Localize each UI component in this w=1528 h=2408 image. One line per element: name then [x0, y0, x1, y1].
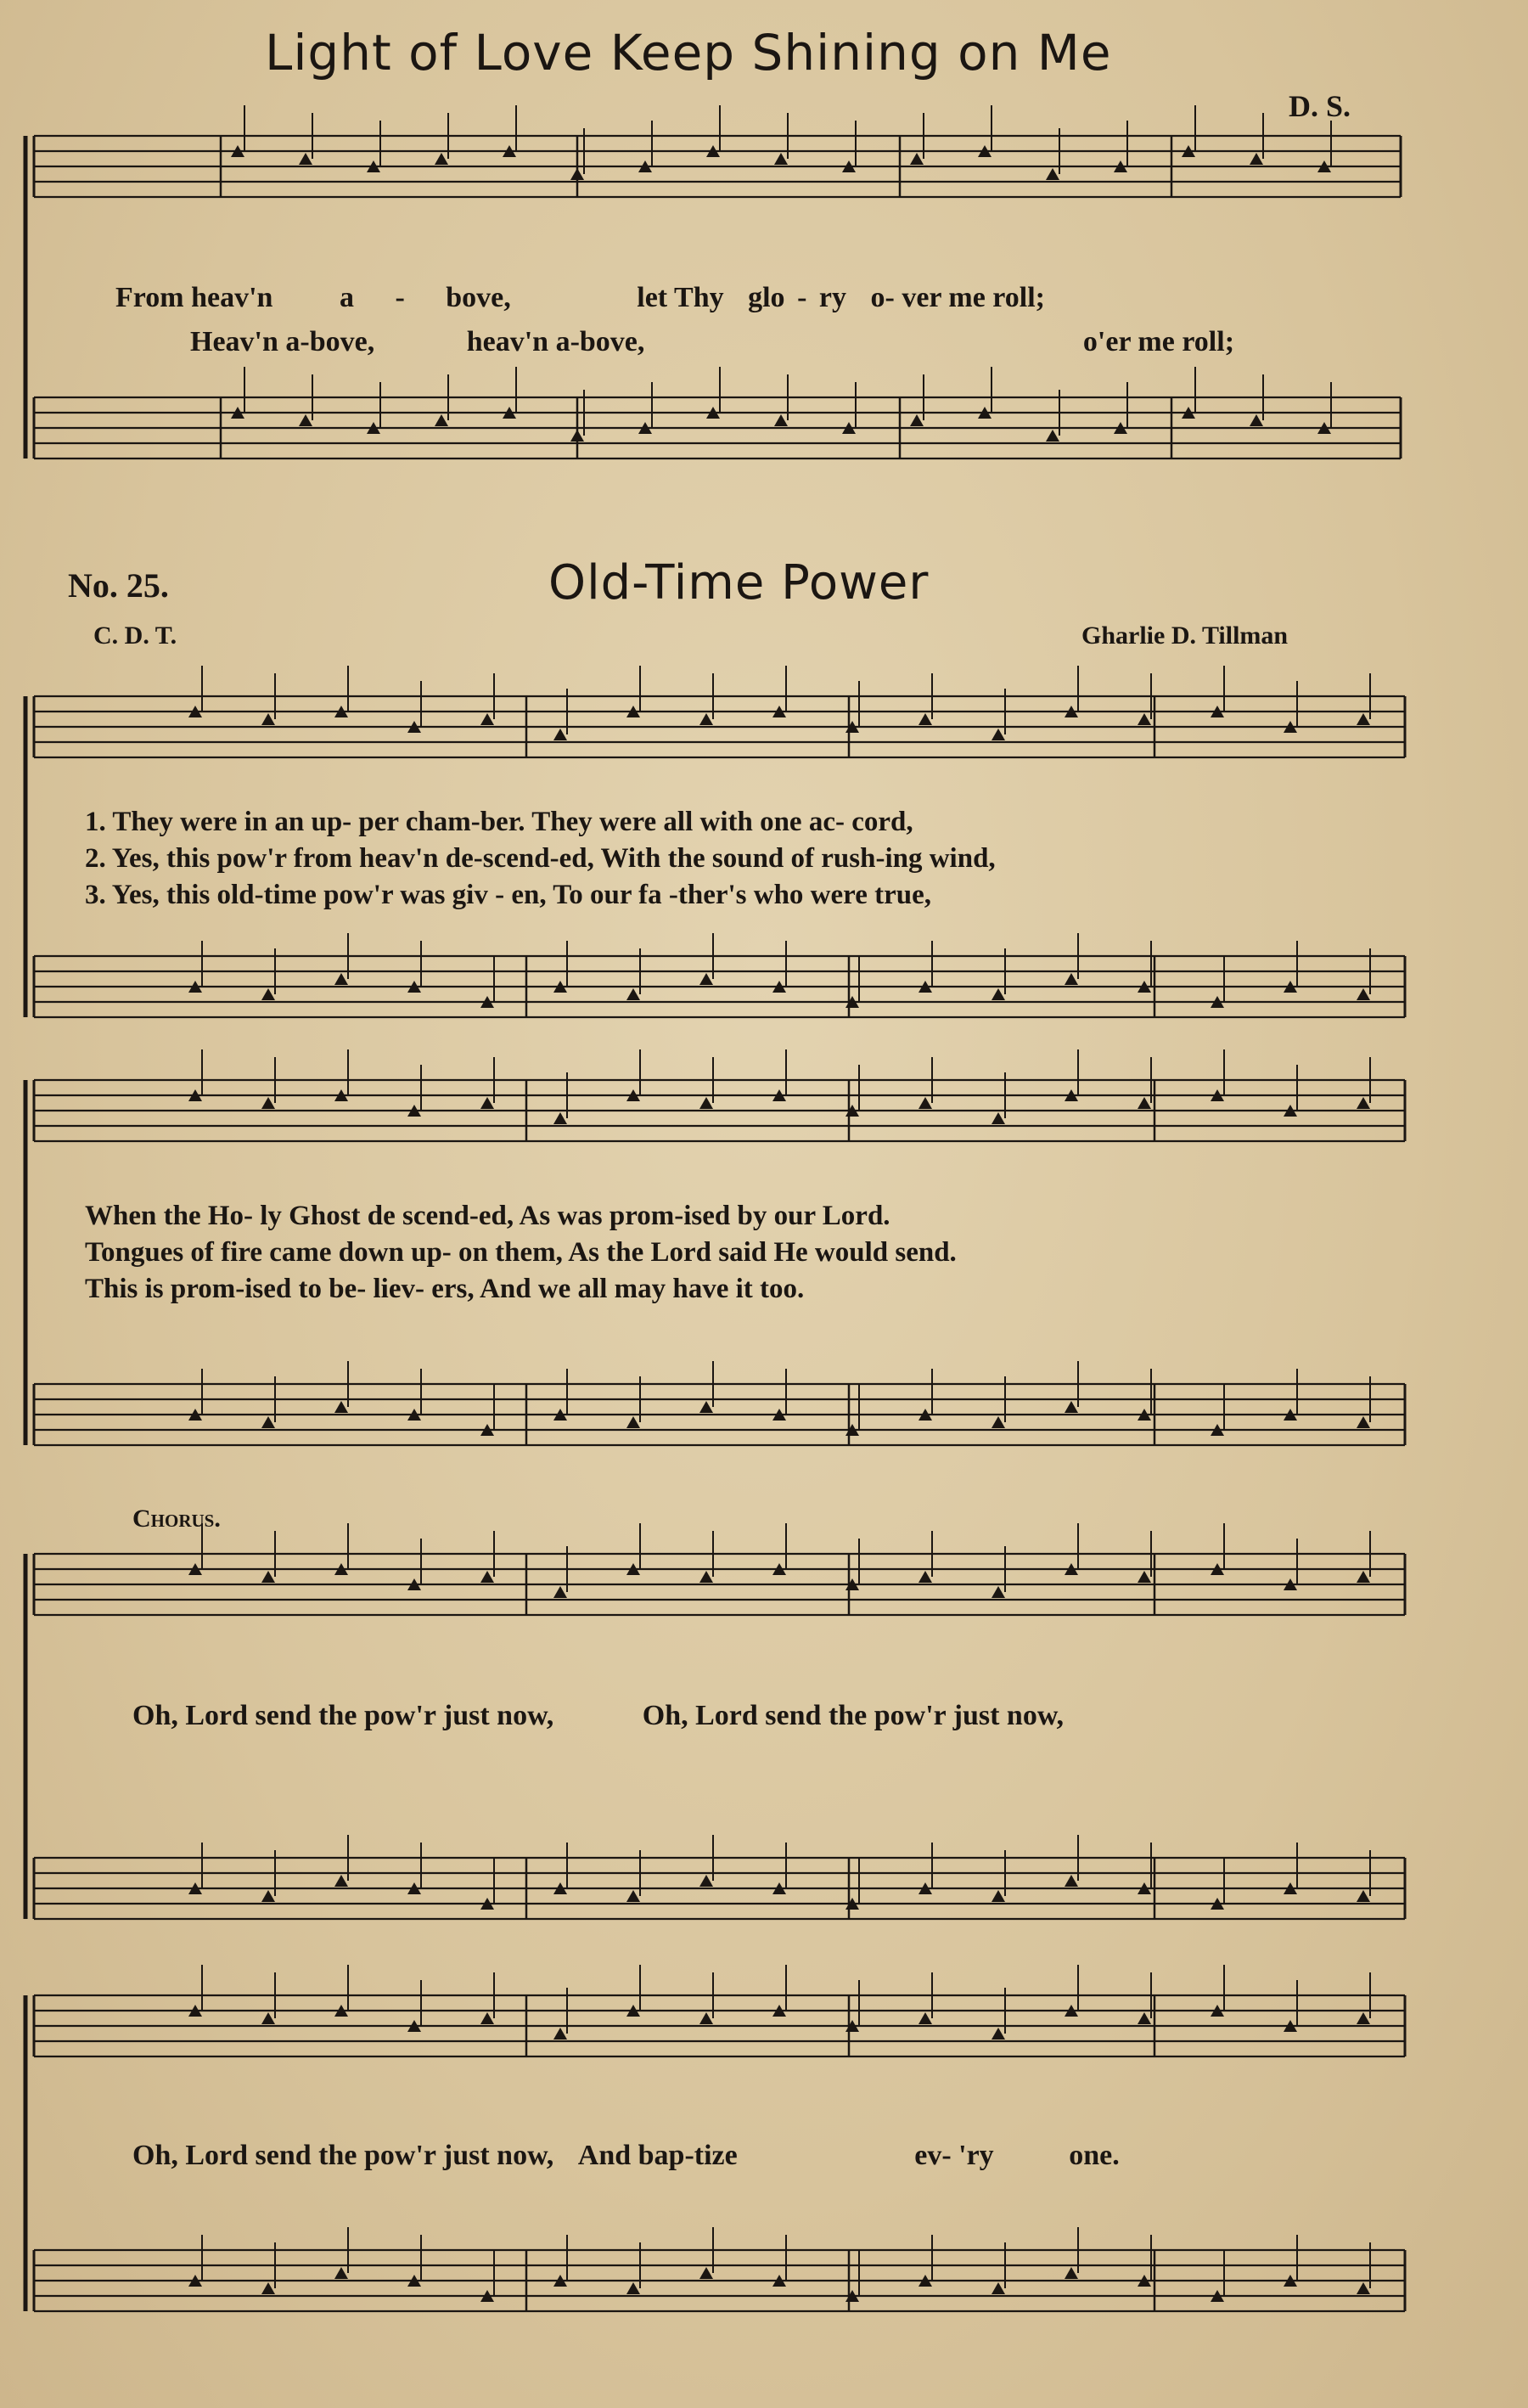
sys3-bass-note: [1065, 1875, 1078, 1887]
sys3-bass-note: [626, 1890, 640, 1902]
sys1-treble-note: [699, 713, 713, 725]
sys2-treble-note: [480, 1097, 494, 1109]
sys1-treble-note: [261, 713, 275, 725]
sys1-treble-note: [1357, 713, 1370, 725]
verse-a-2: 2. Yes, this pow'r from heav'n de-scend-ed, With the sound of rush-ing wind,: [85, 843, 996, 874]
top-bass-note: [1046, 430, 1059, 442]
top-treble-note: [299, 153, 312, 165]
sys3-bass-note: [334, 1875, 348, 1887]
sys1-bass-note: [261, 988, 275, 1000]
chorus-lyric-2: Oh, Lord send the pow'r just now, And bap-tize ev- 'ry one.: [132, 2140, 1120, 2171]
sys3-treble-note: [480, 1571, 494, 1583]
sys1-treble-note: [992, 729, 1005, 740]
sys3-treble-note: [1357, 1571, 1370, 1583]
top-lyric-1: From heav'n a - bove, let Thy glo - ry o- ver me roll;: [115, 282, 1045, 313]
top-bass-note: [1250, 414, 1263, 426]
sys2-bass-note: [992, 1416, 1005, 1428]
sys1-treble-note: [553, 729, 567, 740]
hymn-number: No. 25.: [68, 566, 169, 605]
sys3-bass-note: [1357, 1890, 1370, 1902]
sys4-bass-note: [261, 2282, 275, 2294]
sys2-bass-note: [334, 1401, 348, 1413]
top-bass-note: [774, 414, 788, 426]
sys3-treble-note: [992, 1586, 1005, 1598]
top-treble-note: [1046, 168, 1059, 180]
top-bass-note: [299, 414, 312, 426]
verse-a-1: 1. They were in an up- per cham-ber. They were all with one ac- cord,: [85, 807, 913, 837]
sys4-treble-note: [1138, 2012, 1151, 2024]
sys4-treble-note: [1357, 2012, 1370, 2024]
sys4-bass-note: [699, 2267, 713, 2279]
sys4-bass-note: [626, 2282, 640, 2294]
top-bass-note: [570, 430, 584, 442]
sys1-treble-note: [480, 713, 494, 725]
sys3-treble-note: [918, 1571, 932, 1583]
top-treble-note: [910, 153, 924, 165]
sys2-treble-note: [992, 1112, 1005, 1124]
sys4-bass-note: [992, 2282, 1005, 2294]
sys2-treble-note: [1138, 1097, 1151, 1109]
sys2-treble-note: [1357, 1097, 1370, 1109]
chorus-lyric-1: Oh, Lord send the pow'r just now, Oh, Lord send the pow'r just now,: [132, 1700, 1065, 1731]
ds-mark: D. S.: [1289, 89, 1351, 123]
sys1-bass-note: [992, 988, 1005, 1000]
sys4-bass-note: [1357, 2282, 1370, 2294]
top-lyric-2: Heav'n a-bove, heav'n a-bove, o'er me roll;: [190, 326, 1235, 357]
verse-b-2: Tongues of fire came down up- on them, As the Lord said He would send.: [85, 1237, 957, 1268]
sys1-bass-note: [626, 988, 640, 1000]
sys2-treble-note: [918, 1097, 932, 1109]
top-hymn-title: Light of Love Keep Shining on Me: [265, 24, 1112, 82]
sys4-treble-note: [918, 2012, 932, 2024]
top-treble-note: [435, 153, 448, 165]
sys1-bass-note: [699, 973, 713, 985]
sys1-treble-note: [1138, 713, 1151, 725]
sys3-treble-note: [1138, 1571, 1151, 1583]
hymn-author: C. D. T.: [93, 622, 177, 650]
sys2-treble-note: [553, 1112, 567, 1124]
sys4-treble-note: [553, 2028, 567, 2039]
verse-a-3: 3. Yes, this old-time pow'r was giv - en, To our fa -ther's who were true,: [85, 880, 931, 910]
chorus-label: Chorus.: [132, 1505, 221, 1533]
top-treble-note: [774, 153, 788, 165]
hymn-composer: Gharlie D. Tillman: [1081, 622, 1289, 650]
sys2-treble-note: [261, 1097, 275, 1109]
top-treble-note: [570, 168, 584, 180]
sys2-bass-note: [1357, 1416, 1370, 1428]
sys2-bass-note: [1065, 1401, 1078, 1413]
sys3-treble-note: [553, 1586, 567, 1598]
top-treble-note: [1250, 153, 1263, 165]
sys1-bass-note: [1357, 988, 1370, 1000]
top-bass-note: [435, 414, 448, 426]
verse-b-1: When the Ho- ly Ghost de scend-ed, As was prom-ised by our Lord.: [85, 1201, 890, 1231]
sys1-bass-note: [334, 973, 348, 985]
sys2-bass-note: [626, 1416, 640, 1428]
hymn-title: Old-Time Power: [548, 555, 930, 610]
sys1-bass-note: [1065, 973, 1078, 985]
sys4-bass-note: [334, 2267, 348, 2279]
sys4-treble-note: [480, 2012, 494, 2024]
sys3-bass-note: [992, 1890, 1005, 1902]
sys3-treble-note: [699, 1571, 713, 1583]
sys3-bass-note: [261, 1890, 275, 1902]
sys2-treble-note: [699, 1097, 713, 1109]
sys2-bass-note: [261, 1416, 275, 1428]
sys4-treble-note: [261, 2012, 275, 2024]
verse-b-3: This is prom-ised to be- liev- ers, And we all may have it too.: [85, 1274, 805, 1304]
sys4-treble-note: [992, 2028, 1005, 2039]
sys2-bass-note: [699, 1401, 713, 1413]
sys4-bass-note: [1065, 2267, 1078, 2279]
top-bass-note: [910, 414, 924, 426]
sys3-bass-note: [699, 1875, 713, 1887]
sys3-treble-note: [261, 1571, 275, 1583]
sys1-treble-note: [918, 713, 932, 725]
sys4-treble-note: [699, 2012, 713, 2024]
